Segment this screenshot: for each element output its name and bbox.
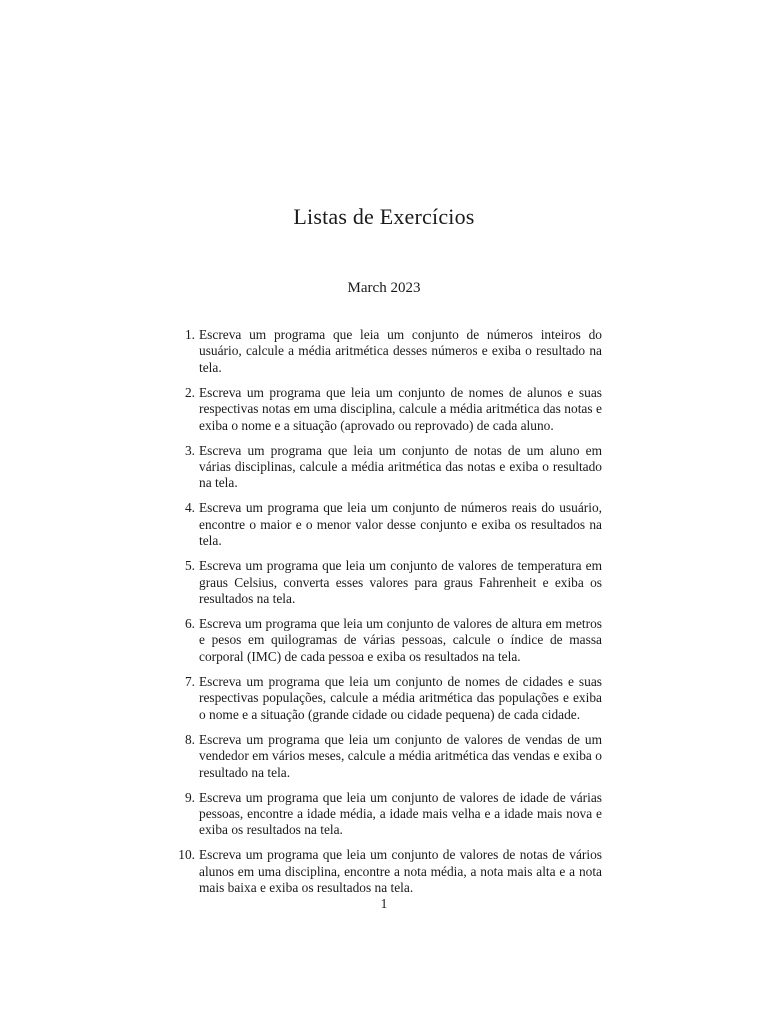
item-number: 10. — [178, 847, 195, 863]
item-text: Escreva um programa que leia um conjunto de valores de notas de vários alunos em uma disciplina, encontre a nota média, a nota mais alta e a nota mais baixa e exiba os resultados na tela. — [199, 847, 602, 896]
item-number: 7. — [184, 673, 195, 689]
list-item — [160, 732, 602, 781]
document-title: Listas de Exercícios — [293, 204, 475, 229]
item-text: Escreva um programa que leia um conjunto de valores de vendas de um vendedor em vários meses, calcule a média aritmética das vendas e exiba o resultado na tela. — [199, 731, 602, 780]
list-item — [160, 790, 602, 839]
item-text: Escreva um programa que leia um conjunto de valores de altura em metros e pesos em quilogramas de várias pessoas, calcule o índice de massa corporal (IMC) de cada pessoa e exiba os resultados na tela. — [199, 616, 602, 664]
list-item — [160, 616, 602, 665]
item-number: 4. — [184, 500, 195, 516]
item-text: Escreva um programa que leia um conjunto de números inteiros do usuário, calcule a média aritmética desses números e exiba o resultado na tela. — [199, 327, 602, 375]
list-item — [160, 385, 602, 434]
list-item — [160, 443, 602, 492]
item-number: 6. — [184, 616, 195, 632]
item-number: 5. — [184, 558, 195, 574]
page-number: 1 — [380, 896, 388, 911]
item-text: Escreva um programa que leia um conjunto de nomes de alunos e suas respectivas notas em uma disciplina, calcule a média aritmética das notas e exiba o nome e a situação (aprovado ou reprovado) de cada aluno. — [199, 384, 602, 433]
item-number: 9. — [184, 789, 195, 805]
item-number: 3. — [184, 442, 195, 458]
item-number: 2. — [184, 384, 195, 400]
item-text: Escreva um programa que leia um conjunto de números reais do usuário, encontre o maior e o menor valor desse conjunto e exiba os resultados na tela. — [199, 500, 602, 549]
list-item — [160, 847, 602, 896]
item-text: Escreva um programa que leia um conjunto de nomes de cidades e suas respectivas populações, calcule a média aritmética das populações e exiba o nome e a situação (grande cidade ou cidade pequena) de cada cidade. — [199, 673, 602, 722]
list-item — [160, 500, 602, 549]
item-text: Escreva um programa que leia um conjunto de valores de idade de várias pessoas, encontre a idade média, a idade mais velha e a idade mais nova e exiba os resultados na tela. — [199, 789, 602, 838]
exercise-list — [160, 327, 602, 905]
list-item — [160, 327, 602, 376]
list-item — [160, 674, 602, 723]
item-text: Escreva um programa que leia um conjunto de valores de temperatura em graus Celsius, converta esses valores para graus Fahrenheit e exiba os resultados na tela. — [199, 558, 602, 607]
item-number: 8. — [184, 731, 195, 747]
item-number: 1. — [184, 327, 195, 342]
document-date: March 2023 — [347, 280, 421, 296]
item-text: Escreva um programa que leia um conjunto de notas de um aluno em várias disciplinas, calcule a média aritmética das notas e exiba o resultado na tela. — [199, 442, 602, 491]
list-item — [160, 558, 602, 607]
